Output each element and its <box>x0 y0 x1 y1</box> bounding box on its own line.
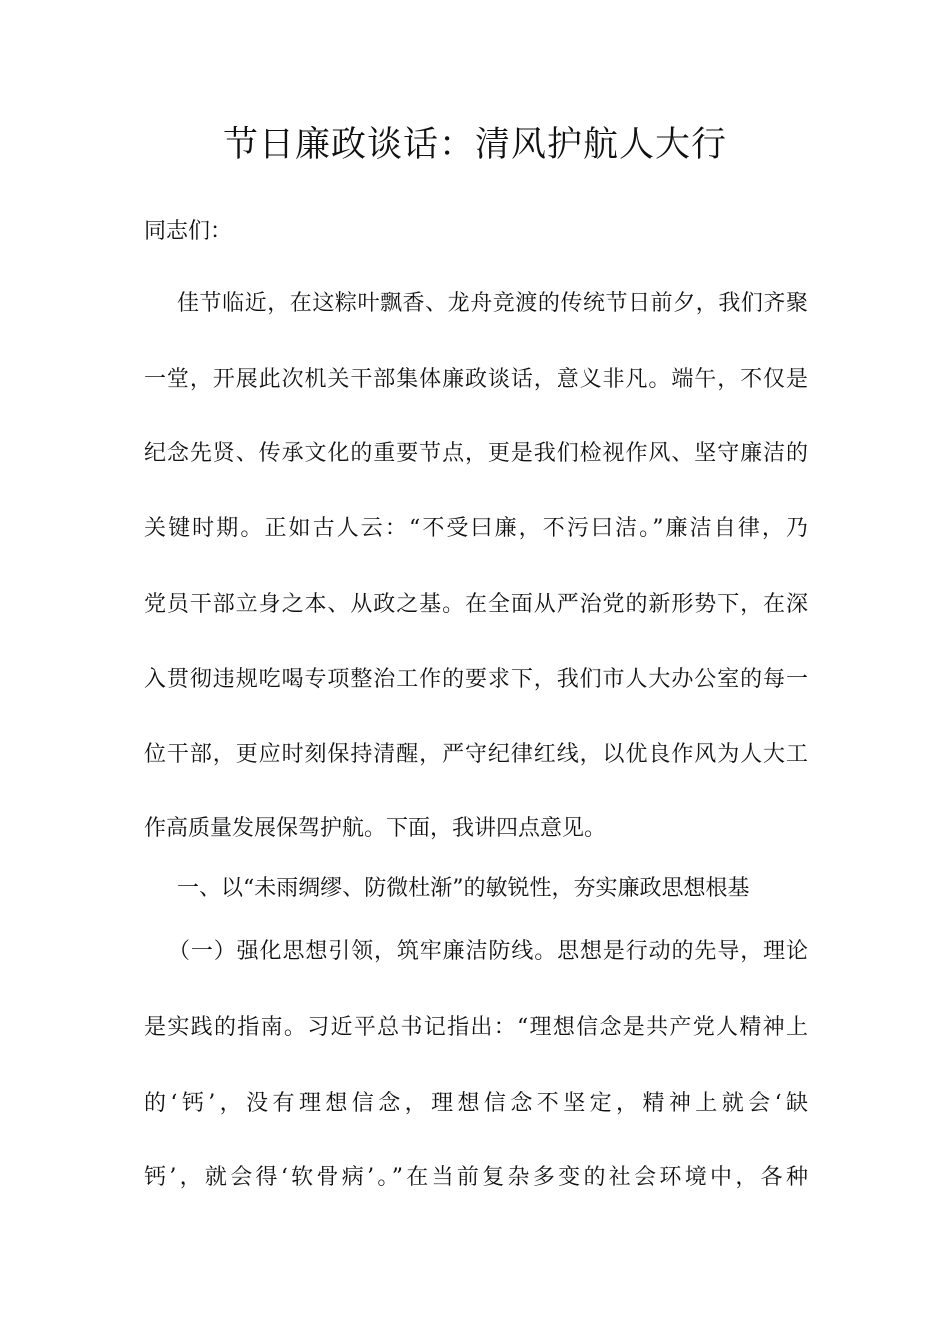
paragraph-line: 的‘钙’，没有理想信念，理想信念不坚定，精神上就会‘缺 <box>144 1091 808 1116</box>
paragraph-line: 入贯彻违规吃喝专项整治工作的要求下，我们市人大办公室的每一 <box>144 667 808 692</box>
paragraph-line: 关键时期。正如古人云：“不受曰廉，不污曰洁。”廉洁自律，乃 <box>144 516 808 541</box>
section-heading: 一、以“未雨绸缪、防微杜渐”的敏锐性，夯实廉政思想根基 <box>177 876 750 901</box>
salutation: 同志们： <box>144 219 233 244</box>
paragraph-line: （一）强化思想引领，筑牢廉洁防线。思想是行动的先导，理论 <box>168 939 808 964</box>
document-title: 节日廉政谈话：清风护航人大行 <box>222 125 727 165</box>
paragraph-line: 作高质量发展保驾护航。下面，我讲四点意见。 <box>144 816 607 841</box>
paragraph-line: 佳节临近，在这粽叶飘香、龙舟竞渡的传统节日前夕，我们齐聚 <box>177 291 808 316</box>
paragraph-line: 位干部，更应时刻保持清醒，严守纪律红线，以优良作风为人大工 <box>144 742 808 767</box>
paragraph-line: 党员干部立身之本、从政之基。在全面从严治党的新形势下，在深 <box>144 592 808 617</box>
paragraph-line: 钙’，就会得‘软骨病’。”在当前复杂多变的社会环境中，各种 <box>144 1165 808 1190</box>
paragraph-line: 一堂，开展此次机关干部集体廉政谈话，意义非凡。端午，不仅是 <box>144 367 808 392</box>
paragraph-line: 是实践的指南。习近平总书记指出：“理想信念是共产党人精神上 <box>144 1015 808 1040</box>
paragraph-line: 纪念先贤、传承文化的重要节点，更是我们检视作风、坚守廉洁的 <box>144 441 808 466</box>
